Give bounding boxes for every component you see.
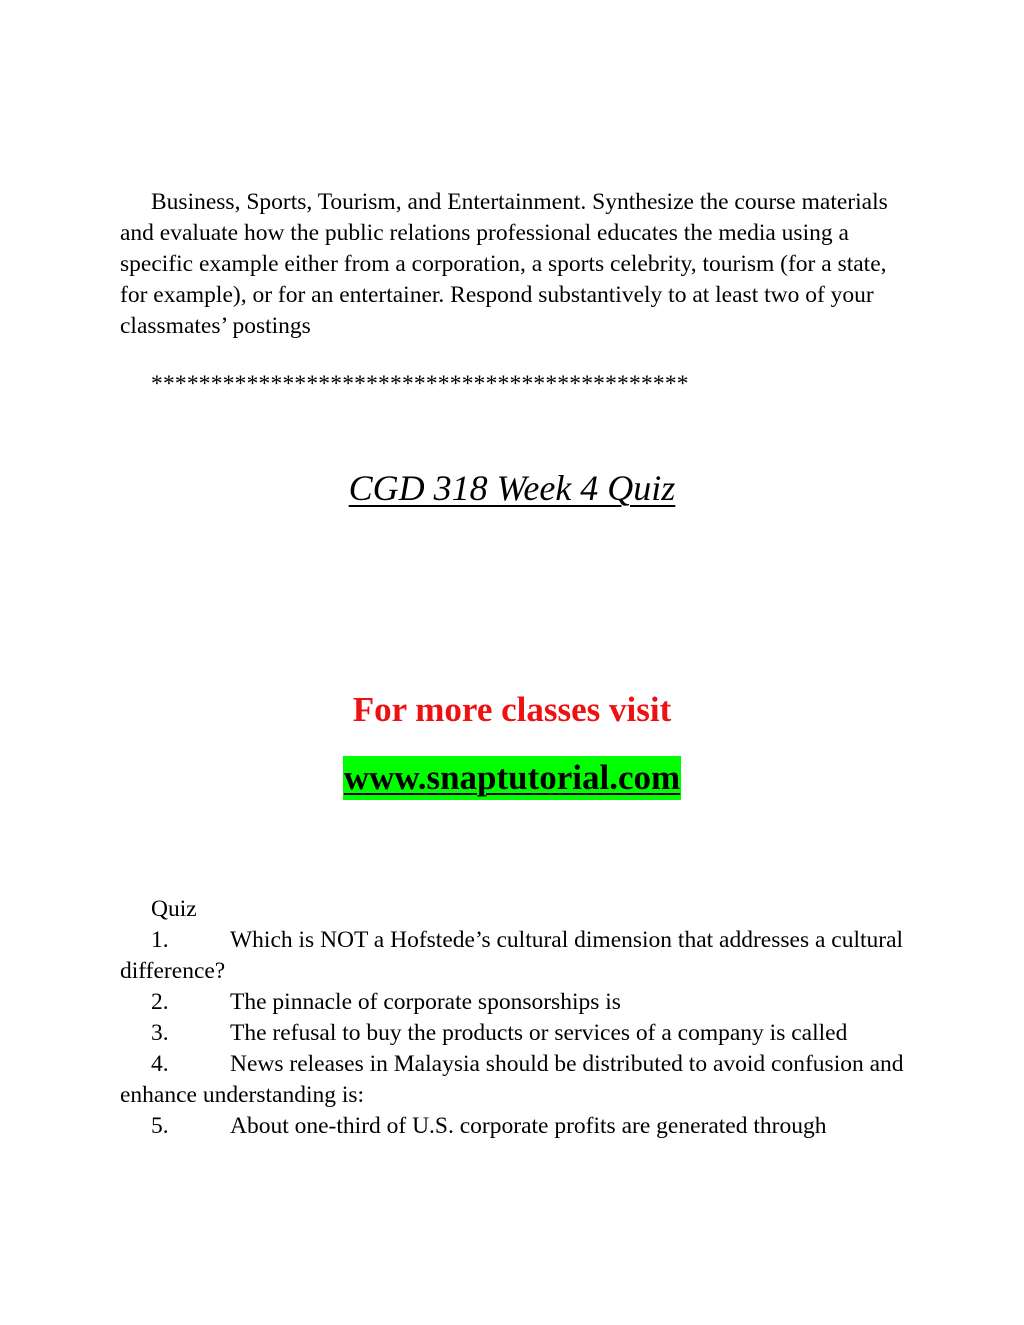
quiz-label: Quiz [151, 896, 197, 922]
quiz-question [120, 987, 910, 1018]
visit-text: For more classes visit [352, 690, 672, 729]
question-number: 2. [151, 989, 169, 1015]
site-link[interactable]: www.snaptutorial.com [343, 756, 681, 800]
quiz-question [120, 925, 910, 987]
question-text: Which is NOT a Hofstede’s cultural dimension that addresses a cultural difference? [120, 927, 904, 984]
question-text: News releases in Malaysia should be distributed to avoid confusion and enhance understanding is: [120, 1051, 904, 1108]
site-link-container [0, 756, 1024, 800]
question-number: 5. [151, 1113, 169, 1139]
question-number: 1. [151, 927, 169, 953]
question-number: 4. [151, 1051, 169, 1077]
question-number: 3. [151, 1020, 169, 1046]
quiz-section [120, 894, 910, 1142]
intro-paragraph: Business, Sports, Tourism, and Entertainment. Synthesize the course materials and evaluate how the public relations professional educates the media using a specific example either from a corporation, a sports celebrity, tourism (for a state, for example), or for an entertainer. Respond substantively to at least two of your classmates’ postings [120, 189, 888, 339]
question-text: The pinnacle of corporate sponsorships is [230, 989, 621, 1015]
quiz-question [120, 1049, 910, 1111]
quiz-question [120, 1111, 910, 1142]
quiz-question [120, 1018, 910, 1049]
question-text: About one-third of U.S. corporate profits are generated through [230, 1113, 827, 1139]
question-text: The refusal to buy the products or services of a company is called [230, 1020, 848, 1046]
separator-stars: ********************************************* [151, 371, 689, 397]
page-title: CGD 318 Week 4 Quiz [348, 468, 676, 508]
